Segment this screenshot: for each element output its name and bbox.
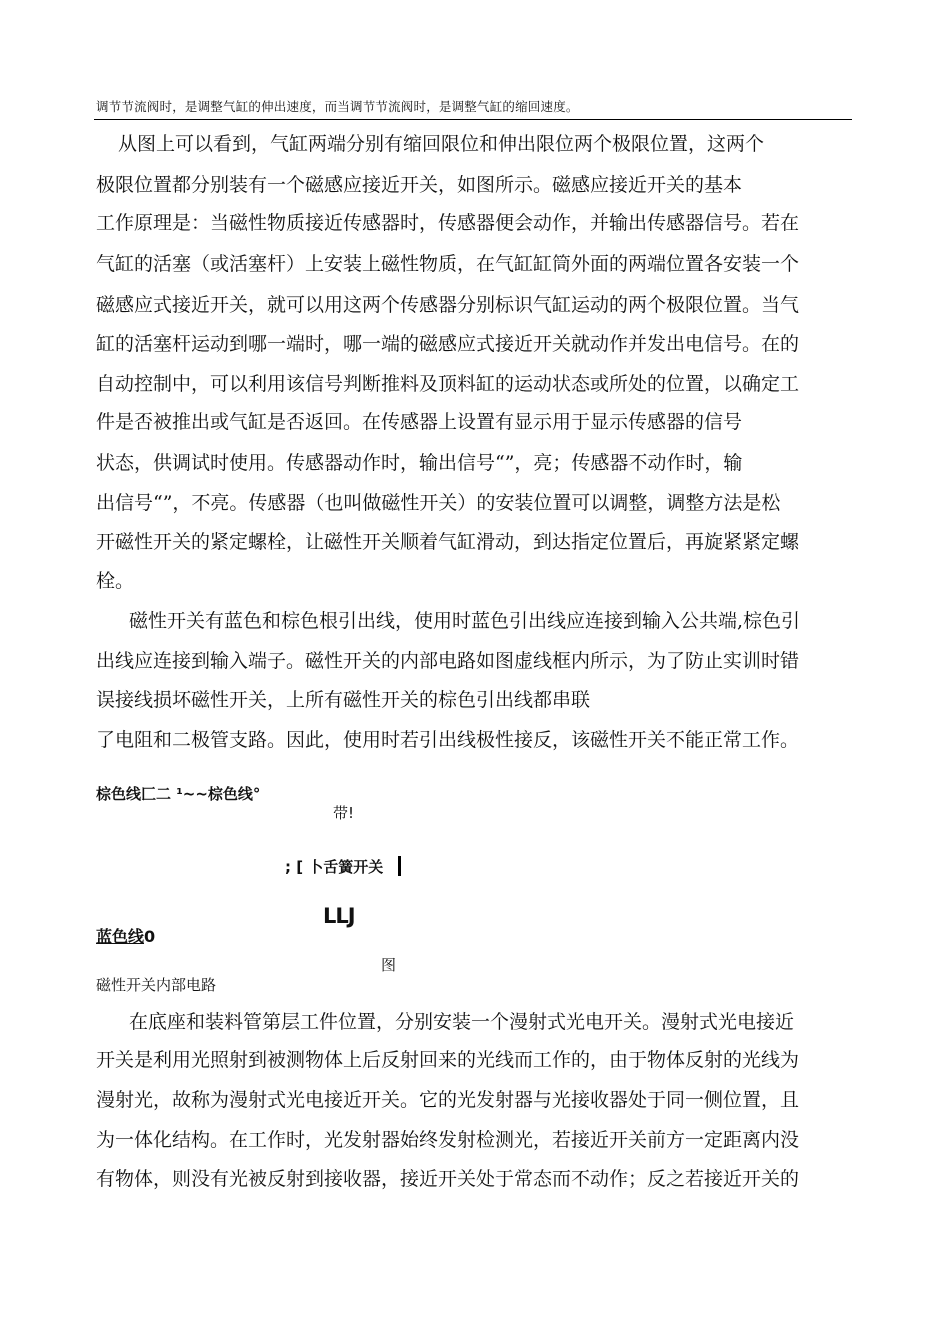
figure-reed-switch-label: ; [ 卜舌簧开关 [285,858,384,876]
header-note: 调节节流阀时，是调整气缸的伸出速度，而当调节节流阀时，是调整气缸的缩回速度。 [96,99,579,114]
para2-line: 误接线损坏磁性开关，上所有磁性开关的棕色引出线都串联 [96,689,591,711]
para3-line: 在底座和装料管第层工件位置，分别安装一个漫射式光电开关。漫射式光电接近 [129,1011,795,1033]
para1-line: 缸的活塞杆运动到哪一端时，哪一端的磁感应式接近开关就动作并发出电信号。在的 [96,333,800,355]
para2-line: 了电阻和二极管支路。因此，使用时若引出线极性接反，该磁性开关不能正常工作。 [96,729,800,751]
para3-line: 开关是利用光照射到被测物体上后反射回来的光线而工作的，由于物体反射的光线为 [96,1049,800,1071]
para3-line: 有物体，则没有光被反射到接收器，接近开关处于常态而不动作；反之若接近开关的 [96,1168,800,1190]
figure-blue-line-label [96,929,155,945]
figure-caption: 磁性开关内部电路 [96,976,217,994]
para1-line: 工作原理是：当磁性物质接近传感器时，传感器便会动作，并输出传感器信号。若在 [96,212,800,234]
figure-tu-label: 图 [381,956,397,974]
para1-line: 气缸的活塞（或活塞杆）上安装上磁性物质，在气缸缸筒外面的两端位置各安装一个 [96,253,800,275]
para1-line: 状态，供调试时使用。传感器动作时，输出信号“”，亮；传感器不动作时，输 [96,452,743,474]
para1-line: 出信号“”，不亮。传感器（也叫做磁性开关）的安装位置可以调整，调整方法是松 [96,492,781,514]
blue-line-text: 蓝色线 [96,927,145,946]
figure-dai-label: 带! [333,804,355,822]
para1-line: 开磁性开关的紧定螺栓，让磁性开关顺着气缸滑动，到达指定位置后，再旋紧紧定螺 [96,531,800,553]
para1-line: 极限位置都分别装有一个磁感应接近开关，如图所示。磁感应接近开关的基本 [96,174,743,196]
figure-lj-mark: LLJ [323,904,355,928]
figure-brown-line-label: 棕色线匚二 ¹~~棕色线° [96,785,261,803]
para1-line: 件是否被推出或气缸是否返回。在传感器上设置有显示用于显示传感器的信号 [96,411,743,433]
figure-bar-mark [398,856,401,876]
para2-line: 出线应连接到输入端子。磁性开关的内部电路如图虚线框内所示，为了防止实训时错 [96,650,800,672]
para3-line: 为一体化结构。在工作时，光发射器始终发射检测光，若接近开关前方一定距离内没 [96,1129,800,1151]
para2-line: 磁性开关有蓝色和棕色根引出线，使用时蓝色引出线应连接到输入公共端,棕色引 [129,610,801,632]
para1-line: 栓。 [96,570,135,592]
header-rule [94,119,852,120]
para1-line: 磁感应式接近开关，就可以用这两个传感器分别标识气缸运动的两个极限位置。当气 [96,294,800,316]
para1-line: 从图上可以看到，气缸两端分别有缩回限位和伸出限位两个极限位置，这两个 [118,133,765,155]
para3-line: 漫射光，故称为漫射式光电接近开关。它的光发射器与光接收器处于同一侧位置，且 [96,1089,800,1111]
para1-line: 自动控制中，可以利用该信号判断推料及顶料缸的运动状态或所处的位置，以确定工 [96,373,800,395]
blue-line-mark: 0 [144,927,156,946]
